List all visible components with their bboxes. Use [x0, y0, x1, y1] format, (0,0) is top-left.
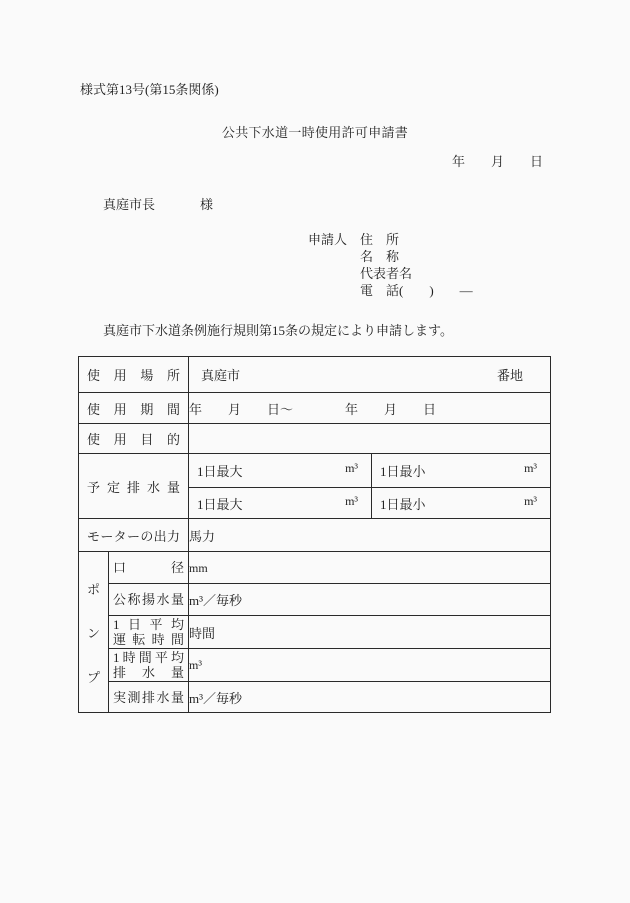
pump-daily-runtime-label-cell	[109, 616, 189, 649]
pump-nominal-capacity-label-cell	[109, 584, 189, 616]
pump-daily-runtime-value-cell	[189, 616, 551, 649]
period-value-cell: 年 月 日～ 年 月 日	[189, 393, 551, 424]
pump-measured-drainage-label: 実 測 排 水 量	[113, 689, 184, 705]
pump-daily-runtime-label-line1: 1 日 平 均	[113, 617, 184, 632]
applicant-name-label: 名 称	[360, 249, 400, 264]
period-label-cell	[79, 393, 189, 424]
pump-diameter-value-cell	[189, 552, 551, 584]
place-label-cell	[79, 357, 189, 393]
application-table	[78, 356, 551, 713]
applicant-address-label: 住 所	[360, 232, 400, 247]
pump-hourly-drainage-unit: m³	[189, 658, 202, 672]
purpose-value-cell	[189, 424, 551, 454]
pump-measured-drainage-value-cell	[189, 682, 551, 713]
pump-group-cell	[79, 552, 109, 713]
pump-hourly-drainage-label-line2: 排 水 量	[113, 665, 184, 680]
addressee-name: 真庭市長	[103, 197, 156, 212]
motor-output-value-cell	[189, 519, 551, 552]
place-label: 使 用 場 所	[87, 368, 180, 383]
planned-row2-max-cell	[189, 488, 372, 519]
addressee-line	[103, 194, 213, 213]
daily-max-label: 1日最大	[197, 464, 243, 479]
daily-max-unit: m³	[345, 493, 358, 508]
motor-output-unit: 馬力	[189, 528, 216, 544]
pump-daily-runtime-unit: 時間	[189, 625, 216, 641]
application-statement: 真庭市下水道条例施行規則第15条の規定により申請します。	[103, 323, 453, 338]
form-number: 様式第13号(第15条関係)	[80, 82, 219, 97]
period-label: 使 用 期 間	[87, 401, 180, 417]
place-lot-suffix: 番地	[496, 368, 523, 383]
pump-diameter-label-cell	[109, 552, 189, 584]
pump-nominal-capacity-label: 公 称 揚 水 量	[113, 592, 184, 607]
motor-output-label: モ ー タ ー の 出 力	[87, 528, 180, 544]
planned-row1-max-cell	[189, 454, 372, 488]
daily-min-label: 1日最小	[380, 464, 426, 479]
applicant-label: 申請人	[308, 232, 348, 247]
pump-nominal-capacity-unit: m³／毎秒	[189, 593, 243, 608]
pump-hourly-drainage-label-cell	[109, 649, 189, 682]
place-city-prefix: 真庭市	[201, 368, 241, 383]
applicant-phone-label: 電 話( ) ―	[360, 283, 473, 298]
motor-output-label-cell	[79, 519, 189, 552]
planned-drainage-label: 予 定 排 水 量	[87, 479, 180, 495]
place-value-cell	[189, 357, 551, 393]
daily-max-label: 1日最大	[197, 496, 243, 512]
applicant-block	[308, 231, 473, 299]
daily-min-unit: m³	[524, 493, 537, 508]
purpose-label: 使 用 目 的	[87, 432, 180, 447]
pump-diameter-label: 口 径	[113, 560, 184, 575]
applicant-representative-label: 代表者名	[360, 266, 413, 281]
pump-diameter-unit: mm	[189, 560, 208, 575]
pump-hourly-drainage-label-line1: 1 時 間 平 均	[113, 650, 184, 665]
pump-nominal-capacity-value-cell	[189, 584, 551, 616]
planned-row1-min-cell	[372, 454, 551, 488]
daily-max-unit: m³	[345, 461, 358, 475]
pump-measured-drainage-unit: m³／毎秒	[189, 690, 243, 706]
pump-daily-runtime-label-line2: 運 転 時 間	[113, 632, 184, 647]
honorific-label: 様	[200, 197, 214, 212]
daily-min-unit: m³	[524, 461, 537, 475]
pump-group-label: ポ ン プ	[86, 581, 100, 685]
document-title: 公共下水道一時使用許可申請書	[221, 125, 409, 140]
purpose-label-cell	[79, 424, 189, 454]
planned-row2-min-cell	[372, 488, 551, 519]
daily-min-label: 1日最小	[380, 496, 426, 512]
pump-hourly-drainage-value-cell	[189, 649, 551, 682]
date-line: 年 月 日	[451, 154, 543, 169]
pump-measured-drainage-label-cell	[109, 682, 189, 713]
planned-drainage-label-cell	[79, 454, 189, 519]
